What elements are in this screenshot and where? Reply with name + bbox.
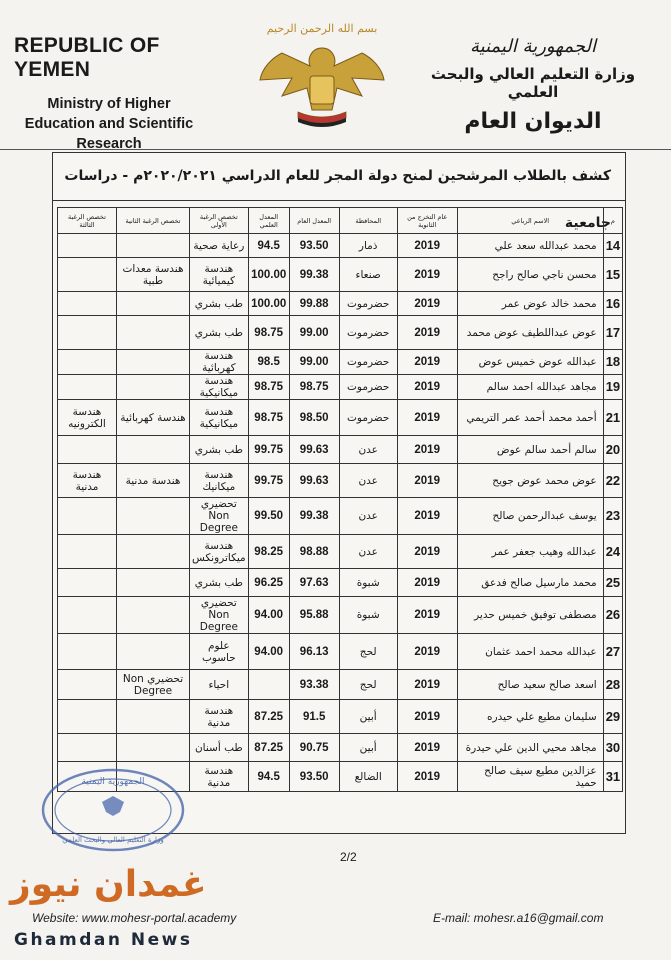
cell-no: 30 [603,734,622,762]
cell-sci: 98.75 [248,375,289,400]
table-row [58,234,623,258]
cell-gpa: 93.50 [289,762,339,792]
cell-no: 18 [603,350,622,375]
cell-year: 2019 [397,670,457,700]
column-header: المعدل العام [289,208,339,234]
cell-gov: شبوة [339,597,397,634]
cell-c1: تحضيري Non Degree [190,498,249,535]
footer-website: Website: www.mohesr-portal.academy [32,911,237,925]
cell-no: 21 [603,400,622,436]
ministry-name-ar: وزارة التعليم العالي والبحث العلمي [430,65,636,101]
cell-name: عزالدين مطيع سيف صالح حميد [457,762,603,792]
cell-c1: طب بشري [190,316,249,350]
cell-gov: عدن [339,436,397,464]
table-row [58,400,623,436]
cell-gov: حضرموت [339,350,397,375]
cell-gpa: 99.88 [289,292,339,316]
cell-c2: هندسة مدنية [117,464,190,498]
table-row [58,436,623,464]
column-header: تخصص الرغبة الأولى [190,208,249,234]
table-row [58,734,623,762]
cell-c3 [58,734,117,762]
cell-c3 [58,350,117,375]
cell-sci: 100.00 [248,258,289,292]
table-row [58,634,623,670]
cell-year: 2019 [397,292,457,316]
cell-year: 2019 [397,734,457,762]
cell-sci: 98.25 [248,535,289,569]
cell-name: محمد مارسيل صالح فدعق [457,569,603,597]
cell-no: 23 [603,498,622,535]
column-header: المحافظة [339,208,397,234]
column-header: الاسم الرباعي [457,208,603,234]
table-body [58,234,623,792]
cell-name: أحمد محمد أحمد عمر التريمي [457,400,603,436]
cell-c2 [117,375,190,400]
column-header: تخصص الرغبة الثانية [117,208,190,234]
cell-c2 [117,634,190,670]
cell-sci: 99.75 [248,436,289,464]
cell-sci: 94.00 [248,597,289,634]
cell-no: 15 [603,258,622,292]
cell-c3 [58,375,117,400]
cell-c2: هندسة كهربائية [117,400,190,436]
cell-year: 2019 [397,436,457,464]
cell-c1: تحضيري Non Degree [190,597,249,634]
cell-c2 [117,569,190,597]
candidates-table [57,207,623,792]
cell-gpa: 99.38 [289,258,339,292]
table-row [58,258,623,292]
cell-name: مجاهد عبدالله احمد سالم [457,375,603,400]
cell-gpa: 97.63 [289,569,339,597]
header-divider [0,149,671,150]
cell-gov: حضرموت [339,316,397,350]
cell-c3 [58,258,117,292]
cell-sci: 87.25 [248,700,289,734]
cell-c1: هندسة مدنية [190,762,249,792]
cell-gov: عدن [339,464,397,498]
cell-gov: صنعاء [339,258,397,292]
column-header: المعدل العلمي [248,208,289,234]
stamp-bottom-text: وزارة التعليم العالي والبحث العلمي [62,836,164,844]
cell-gov: لحج [339,670,397,700]
cell-c2 [117,597,190,634]
cell-no: 20 [603,436,622,464]
cell-sci: 96.25 [248,569,289,597]
republic-title-ar: الجمهورية اليمنية [469,36,597,57]
cell-gov: ذمار [339,234,397,258]
cell-gpa: 90.75 [289,734,339,762]
cell-sci: 94.5 [248,234,289,258]
cell-c3 [58,316,117,350]
cell-c1: هندسة كيميائية [190,258,249,292]
cell-gov: حضرموت [339,292,397,316]
cell-c1: هندسة مدنية [190,700,249,734]
cell-name: عوض عبداللطيف عوض محمد [457,316,603,350]
cell-c1: طب أسنان [190,734,249,762]
cell-gov: أبين [339,700,397,734]
stamp-top-text: الجمهورية اليمنية [81,777,145,787]
cell-sci: 100.00 [248,292,289,316]
cell-c2 [117,700,190,734]
table-row [58,535,623,569]
basmala: بسم الله الرحمن الرحيم [266,22,378,35]
ministry-stamp-icon [40,766,186,854]
cell-year: 2019 [397,258,457,292]
cell-gpa: 99.00 [289,316,339,350]
cell-name: يوسف عبدالرحمن صالح [457,498,603,535]
ministry-name-en: Ministry of Higher Education and Scientific Research [24,96,194,152]
cell-c2 [117,498,190,535]
cell-no: 22 [603,464,622,498]
cell-sci: 98.75 [248,316,289,350]
cell-year: 2019 [397,316,457,350]
cell-sci: 87.25 [248,734,289,762]
cell-no: 19 [603,375,622,400]
table-row [58,498,623,535]
cell-gpa: 93.50 [289,234,339,258]
cell-year: 2019 [397,375,457,400]
cell-c1: طب بشري [190,569,249,597]
cell-name: سالم أحمد سالم عوض [457,436,603,464]
cell-gpa: 99.00 [289,350,339,375]
cell-name: مجاهد محيي الدين علي حيدرة [457,734,603,762]
table-row [58,292,623,316]
cell-c3 [58,498,117,535]
sheet-title: كشف بالطلاب المرشحين لمنح دولة المجر للعام الدراسي ٢٠٢٠/٢٠٢١م - دراسات جامعية [53,153,625,201]
cell-name: عبدالله وهيب جعفر عمر [457,535,603,569]
cell-gpa: 98.50 [289,400,339,436]
cell-no: 28 [603,670,622,700]
cell-name: عبدالله عوض خميس عوض [457,350,603,375]
cell-gov: لحج [339,634,397,670]
cell-no: 31 [603,762,622,792]
cell-c3 [58,597,117,634]
cell-c1: طب بشري [190,292,249,316]
header-english [14,34,234,154]
candidates-sheet [52,152,626,834]
watermark-arabic: غمدان نيوز [10,864,207,905]
cell-year: 2019 [397,762,457,792]
cell-gov: الضالع [339,762,397,792]
cell-c2 [117,292,190,316]
cell-c3 [58,569,117,597]
cell-c2: هندسة معدات طبية [117,258,190,292]
cell-gpa: 93.38 [289,670,339,700]
cell-sci: 98.5 [248,350,289,375]
cell-year: 2019 [397,498,457,535]
office-name-ar: الديوان العام [464,109,602,134]
cell-gpa: 98.88 [289,535,339,569]
cell-gpa: 91.5 [289,700,339,734]
header-arabic [413,36,653,134]
cell-gpa: 99.38 [289,498,339,535]
cell-c3 [58,234,117,258]
cell-name: عبدالله محمد احمد عثمان [457,634,603,670]
cell-name: اسعد صالح سعيد صالح [457,670,603,700]
cell-no: 29 [603,700,622,734]
cell-c3 [58,700,117,734]
cell-c1: هندسة ميكانيكية [190,375,249,400]
page-number: 2/2 [340,850,357,864]
cell-c3 [58,670,117,700]
cell-sci: 94.00 [248,634,289,670]
footer-email: E-mail: mohesr.a16@gmail.com [433,911,604,925]
cell-c1: هندسة كهربائية [190,350,249,375]
column-header: م [603,208,622,234]
cell-no: 26 [603,597,622,634]
cell-c3 [58,292,117,316]
cell-c2 [117,234,190,258]
table-row [58,350,623,375]
cell-no: 17 [603,316,622,350]
cell-gpa: 99.63 [289,464,339,498]
cell-name: محمد خالد عوض عمر [457,292,603,316]
yemen-emblem-icon [252,18,392,138]
cell-gov: أبين [339,734,397,762]
cell-c2 [117,316,190,350]
cell-year: 2019 [397,464,457,498]
table-row [58,375,623,400]
cell-c1: هندسة ميكانيكية [190,400,249,436]
cell-sci [248,670,289,700]
cell-no: 16 [603,292,622,316]
cell-year: 2019 [397,350,457,375]
cell-year: 2019 [397,597,457,634]
cell-c1: علوم حاسوب [190,634,249,670]
cell-c2: تحضيري Non Degree [117,670,190,700]
cell-name: عوض محمد عوض جويح [457,464,603,498]
cell-name: محمد عبدالله سعد علي [457,234,603,258]
column-header: تخصص الرغبة الثالثة [58,208,117,234]
cell-c1: رعاية صحية [190,234,249,258]
cell-sci: 98.75 [248,400,289,436]
cell-c1: احياء [190,670,249,700]
cell-sci: 99.75 [248,464,289,498]
cell-name: سليمان مطيع علي حيدره [457,700,603,734]
cell-gov: حضرموت [339,375,397,400]
cell-year: 2019 [397,400,457,436]
cell-c3: هندسة الكترونيه [58,400,117,436]
cell-gpa: 95.88 [289,597,339,634]
cell-no: 25 [603,569,622,597]
cell-c3 [58,535,117,569]
cell-no: 27 [603,634,622,670]
table-row [58,569,623,597]
cell-name: محسن ناجي صالح راجح [457,258,603,292]
watermark-english: Ghamdan News [14,930,193,950]
cell-gpa: 96.13 [289,634,339,670]
cell-gov: حضرموت [339,400,397,436]
cell-gov: عدن [339,498,397,535]
cell-no: 14 [603,234,622,258]
cell-year: 2019 [397,535,457,569]
column-header: عام التخرج من الثانوية [397,208,457,234]
cell-c1: هندسة ميكانيك [190,464,249,498]
cell-no: 24 [603,535,622,569]
cell-c2 [117,535,190,569]
cell-gpa: 98.75 [289,375,339,400]
cell-c2 [117,436,190,464]
cell-year: 2019 [397,634,457,670]
cell-gpa: 99.63 [289,436,339,464]
cell-gov: عدن [339,535,397,569]
table-header-row [58,208,623,234]
cell-c1: طب بشري [190,436,249,464]
table-row [58,464,623,498]
cell-year: 2019 [397,234,457,258]
table-row [58,597,623,634]
cell-name: مصطفى توفيق خميس حدير [457,597,603,634]
table-row [58,700,623,734]
cell-c3 [58,436,117,464]
table-row [58,316,623,350]
cell-c1: هندسة ميكاترونكس [190,535,249,569]
cell-c3: هندسة مدنية [58,464,117,498]
cell-c3 [58,634,117,670]
cell-gov: شبوة [339,569,397,597]
cell-sci: 99.50 [248,498,289,535]
cell-c2 [117,350,190,375]
cell-year: 2019 [397,569,457,597]
table-row [58,670,623,700]
republic-title-en: REPUBLIC OF YEMEN [14,34,160,81]
cell-year: 2019 [397,700,457,734]
cell-c2 [117,734,190,762]
cell-sci: 94.5 [248,762,289,792]
